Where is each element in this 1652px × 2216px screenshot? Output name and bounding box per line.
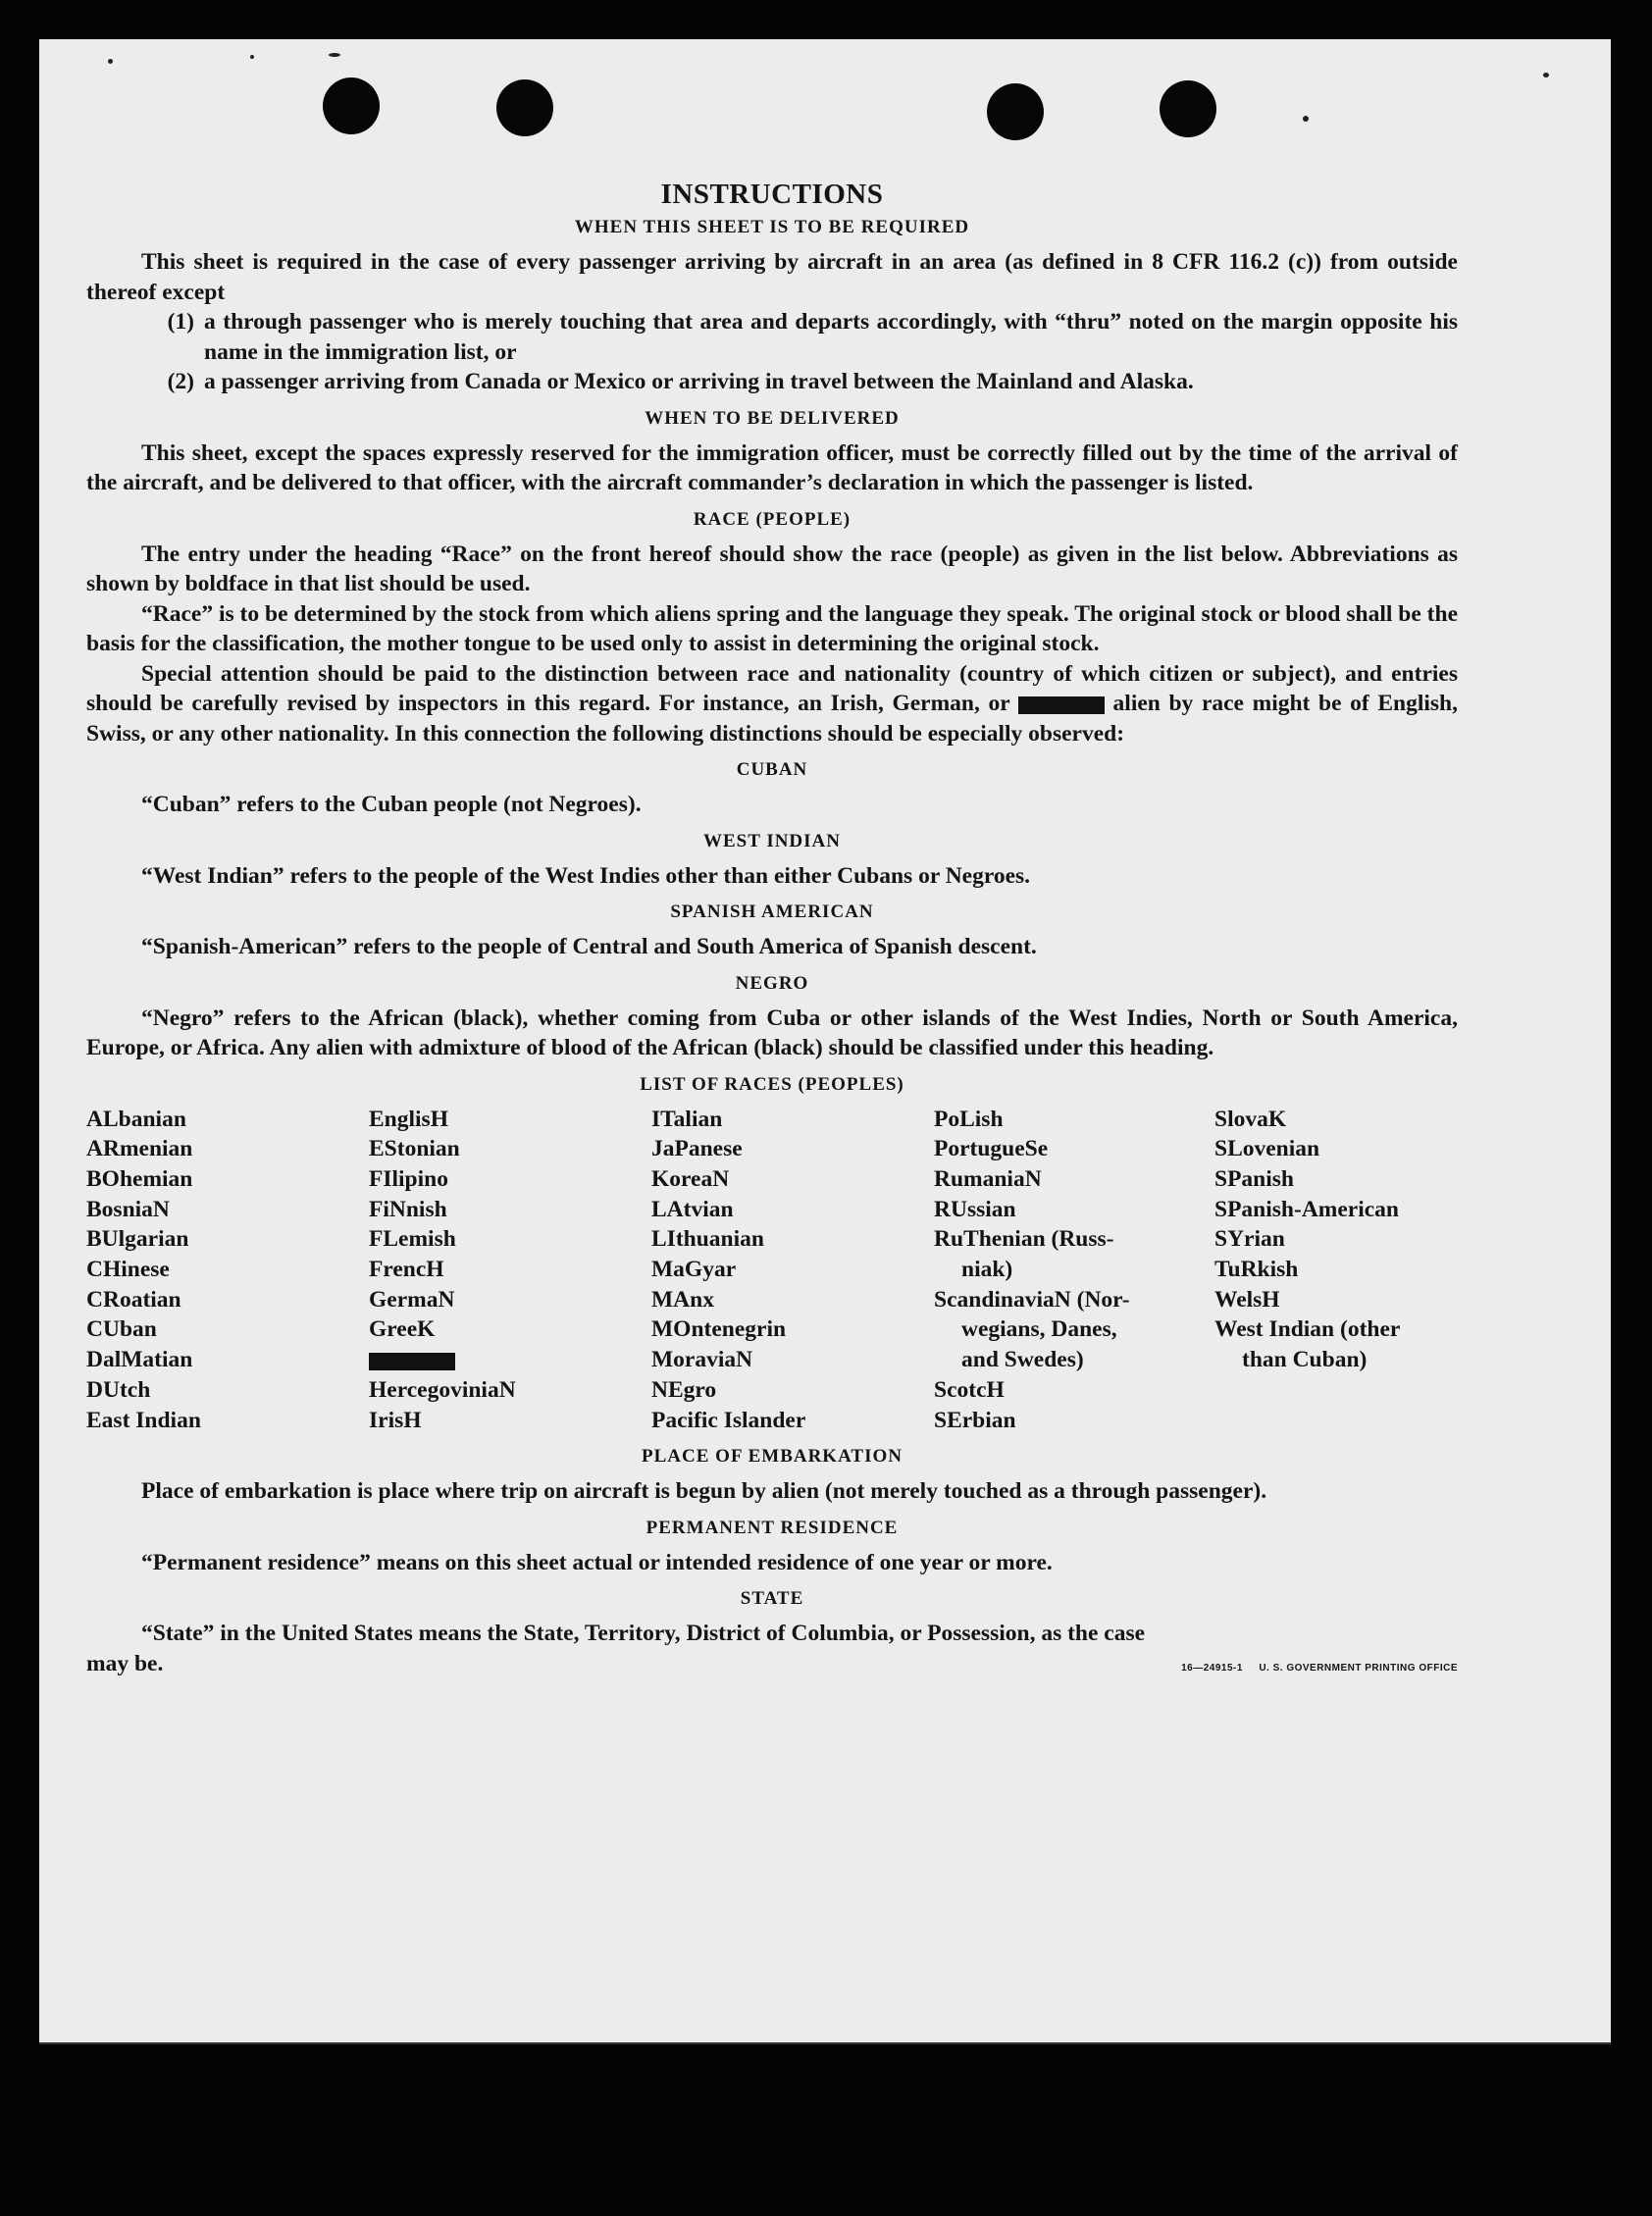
race-entry: FiNnish <box>369 1196 447 1222</box>
page-title: INSTRUCTIONS <box>660 179 884 210</box>
exception-text: a through passenger who is merely touching that area and departs accordingly, with “thru” noted on the margin opposite his name in the immigration list, or <box>204 309 1458 365</box>
race-entry: West Indian (other <box>1214 1316 1401 1343</box>
race-entry: EStonian <box>369 1136 460 1162</box>
west-indian-text: “West Indian” refers to the people of the West Indies other than either Cubans or Negroes. <box>141 862 1031 889</box>
race-entry: CUban <box>86 1316 157 1343</box>
document-sheet <box>39 39 1611 2042</box>
race-entry: MaGyar <box>651 1257 737 1283</box>
race-column-5 <box>1214 1105 1458 1436</box>
race-entry: TuRkish <box>1214 1257 1299 1283</box>
race-paragraph-3-start: Special attention should be paid to the distinction between race and nationality (country of which citizen or subject), and entries should be carefully revised by inspectors in this regard. For instance, an Irish, German, or <box>86 660 1458 716</box>
race-entry: BosniaN <box>86 1196 170 1222</box>
residence-text: “Permanent residence” means on this sheet actual or intended residence of one year or more. <box>141 1549 1053 1575</box>
exception-number: (1) <box>167 309 194 335</box>
heading-delivered: WHEN TO BE DELIVERED <box>645 407 900 429</box>
race-entry: DUtch <box>86 1376 151 1403</box>
race-entry: SErbian <box>934 1407 1016 1433</box>
state-text: “State” in the United States means the State, Territory, District of Columbia, or Possession, as the case <box>141 1621 1146 1647</box>
instructions-content <box>86 175 1458 1683</box>
sheet-bottom-edge <box>39 2042 1611 2044</box>
race-entry: MOntenegrin <box>651 1316 787 1343</box>
race-entry: PortugueSe <box>934 1136 1049 1162</box>
race-entry: SLovenian <box>1214 1136 1320 1162</box>
heading-embarkation: PLACE OF EMBARKATION <box>642 1446 903 1468</box>
heading-west-indian: WEST INDIAN <box>703 830 841 851</box>
race-entry: FIlipino <box>369 1165 448 1192</box>
speck <box>108 59 113 64</box>
race-entry: East Indian <box>86 1407 201 1433</box>
embarkation-text: Place of embarkation is place where trip on aircraft is begun by alien (not merely touched as a through passenger). <box>141 1478 1267 1505</box>
exception-number: (2) <box>167 369 194 394</box>
spanish-american-text: “Spanish-American” refers to the people of Central and South America of Spanish descent. <box>141 934 1037 959</box>
punch-hole <box>496 79 553 136</box>
punch-hole <box>987 83 1044 140</box>
race-entry: RuThenian (Russ- <box>934 1226 1114 1253</box>
race-paragraph-1: The entry under the heading “Race” on the front hereof should show the race (people) as given in the list below. Abbreviations as shown by boldface in that list should be used. <box>86 541 1458 596</box>
race-entry: RUssian <box>934 1196 1016 1222</box>
race-entry: CHinese <box>86 1257 170 1283</box>
race-paragraph-2: “Race” is to be determined by the stock from which aliens spring and the language they speak. The original stock or blood shall be the basis for the classification, the mother tongue to be used only to assist in determining the original stock. <box>86 600 1458 656</box>
race-entry: SPanish-American <box>1214 1196 1399 1222</box>
race-column-4 <box>934 1105 1214 1436</box>
race-entry: wegians, Danes, <box>961 1316 1117 1343</box>
race-entry: SYrian <box>1214 1226 1285 1253</box>
heading-race: RACE (PEOPLE) <box>693 508 852 530</box>
race-entry: EnglisH <box>369 1106 448 1132</box>
printer-imprint <box>1181 1654 1458 1684</box>
race-entry: ALbanian <box>86 1106 186 1132</box>
redaction-mark <box>369 1353 455 1370</box>
punch-hole <box>1160 80 1216 137</box>
exception-item <box>86 367 1458 397</box>
race-entry: FrencH <box>369 1257 444 1283</box>
heading-state: STATE <box>740 1588 804 1610</box>
negro-text: “Negro” refers to the African (black), whether coming from Cuba or other islands of the West Indies, North or South America, Europe, or Africa. Any alien with admixture of blood of the African (black) should be classified under this heading. <box>86 1005 1458 1060</box>
race-entry: KoreaN <box>651 1165 730 1192</box>
speck <box>1543 73 1549 77</box>
race-paragraph-3-end: alien by race might be of English, Swiss, or any other nationality. In this connection the following distinctions should be especially observed: <box>86 691 1459 747</box>
heading-negro: NEGRO <box>735 972 809 994</box>
race-entry: RumaniaN <box>934 1165 1042 1192</box>
heading-permanent-residence: PERMANENT RESIDENCE <box>645 1517 899 1538</box>
redaction-mark <box>1018 696 1105 714</box>
heading-list-of-races: LIST OF RACES (PEOPLES) <box>640 1073 904 1095</box>
printer-name: U. S. GOVERNMENT PRINTING OFFICE <box>1259 1662 1458 1674</box>
race-entry: BUlgarian <box>86 1226 189 1253</box>
race-entry: PoLish <box>934 1106 1004 1132</box>
race-entry: GermaN <box>369 1286 455 1313</box>
race-entry: than Cuban) <box>1242 1347 1368 1373</box>
punch-hole <box>323 77 380 134</box>
race-entry: Pacific Islander <box>651 1407 806 1433</box>
footer-row <box>86 1649 1458 1684</box>
speck <box>329 53 340 57</box>
form-number: 16—24915-1 <box>1181 1662 1243 1674</box>
race-entry: MAnx <box>651 1286 714 1313</box>
race-entry: FLemish <box>369 1226 456 1253</box>
race-entry: CRoatian <box>86 1286 181 1313</box>
exception-item <box>86 307 1458 367</box>
race-entry: and Swedes) <box>961 1347 1084 1373</box>
race-entry: LAtvian <box>651 1196 734 1222</box>
race-entry: SlovaK <box>1214 1106 1287 1132</box>
race-entry: JaPanese <box>651 1136 743 1162</box>
speck <box>1303 116 1309 122</box>
delivered-text: This sheet, except the spaces expressly reserved for the immigration officer, must be correctly filled out by the time of the arrival of the aircraft, and be delivered to that officer, with the aircraft commander’s declaration in which the passenger is listed. <box>86 439 1458 495</box>
heading-required: WHEN THIS SHEET IS TO BE REQUIRED <box>574 217 970 237</box>
race-entry: MoraviaN <box>651 1347 753 1373</box>
race-column-1 <box>86 1105 369 1436</box>
race-entry: ScotcH <box>934 1376 1005 1403</box>
race-entry: ScandinaviaN (Nor- <box>934 1286 1130 1313</box>
race-entry: LIthuanian <box>651 1226 764 1253</box>
race-entry: ARmenian <box>86 1136 193 1162</box>
race-paragraph-3 <box>86 659 1458 749</box>
race-entry: SPanish <box>1214 1165 1294 1192</box>
race-column-2 <box>369 1105 651 1436</box>
race-entry: ITalian <box>651 1106 723 1132</box>
race-list <box>86 1105 1458 1436</box>
state-text-end: may be. <box>86 1650 164 1676</box>
required-intro: This sheet is required in the case of every passenger arriving by aircraft in an area (as defined in 8 CFR 116.2 (c)) from outside thereof except <box>86 249 1458 305</box>
race-entry: BOhemian <box>86 1165 193 1192</box>
race-entry: GreeK <box>369 1316 436 1343</box>
race-entry: WelsH <box>1214 1286 1280 1313</box>
exception-text: a passenger arriving from Canada or Mexico or arriving in travel between the Mainland and Alaska. <box>204 369 1194 394</box>
race-entry: NEgro <box>651 1376 717 1403</box>
heading-spanish-american: SPANISH AMERICAN <box>670 902 874 922</box>
race-entry: IrisH <box>369 1407 422 1433</box>
heading-cuban: CUBAN <box>736 759 808 780</box>
race-entry: HercegoviniaN <box>369 1376 516 1403</box>
race-entry: niak) <box>961 1257 1013 1283</box>
race-column-3 <box>651 1105 934 1436</box>
race-entry: DalMatian <box>86 1347 193 1373</box>
cuban-text: “Cuban” refers to the Cuban people (not Negroes). <box>141 792 642 817</box>
race-entry-redacted <box>369 1345 651 1375</box>
speck <box>250 55 254 59</box>
